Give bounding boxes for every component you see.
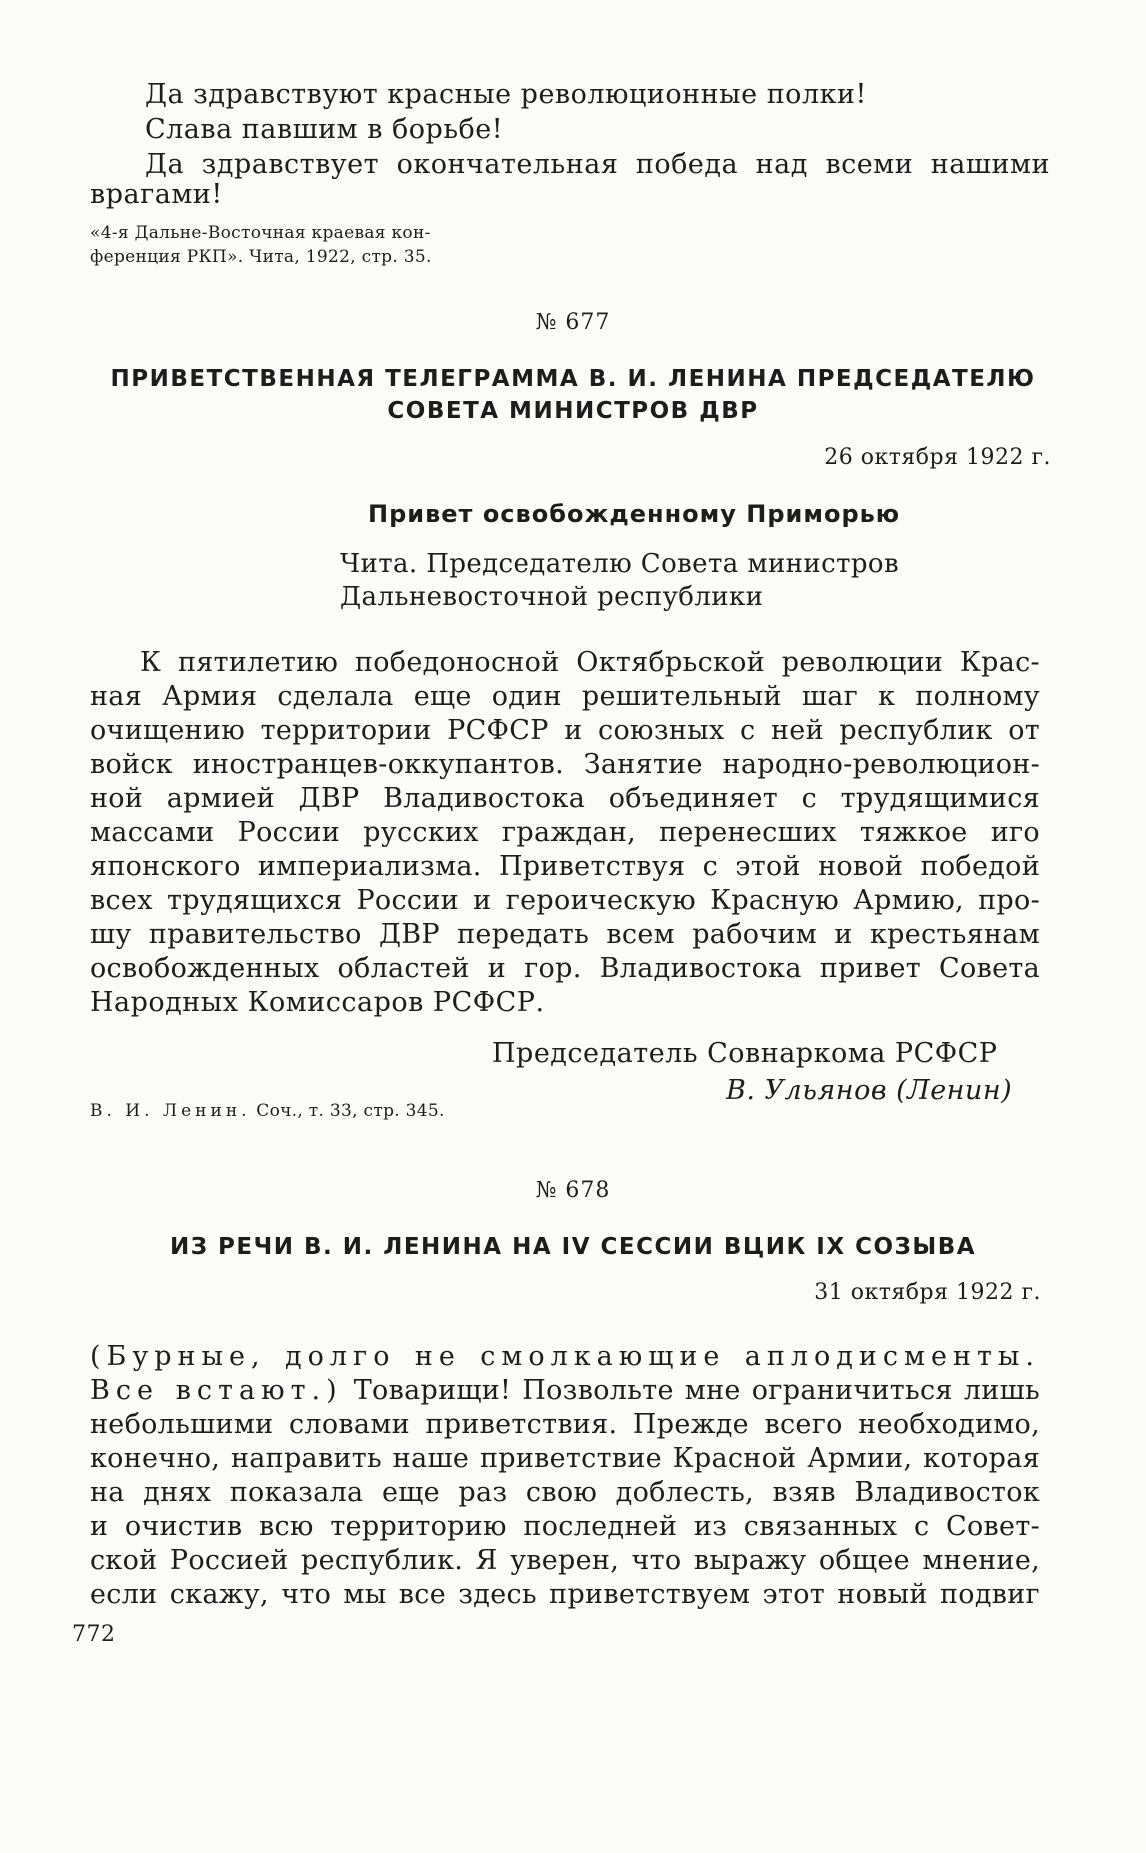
document-number-677: № 677 <box>535 310 611 335</box>
signature-name: В. Ульянов (Ленин) <box>726 1075 1013 1106</box>
page-number: 772 <box>72 1622 116 1647</box>
document-678-title: ИЗ РЕЧИ В. И. ЛЕНИНА НА IV СЕССИИ ВЦИК IX СОЗЫВА <box>169 1234 977 1260</box>
body-line: шу правительство ДВР передать всем рабочим и крестьянам <box>90 919 1040 950</box>
body-line: К пятилетию победоносной Октябрьской революции Крас- <box>140 647 1040 678</box>
stage-direction: Все встают.) <box>90 1375 343 1406</box>
citation-source: Соч., т. 33, стр. 345. <box>256 1101 445 1121</box>
signature-title: Председатель Совнаркома РСФСР <box>492 1038 998 1069</box>
body-line: освобожденных областей и гор. Владивостока привет Совета <box>90 953 1040 984</box>
document-677-address-line-1: Чита. Председателю Совета министров <box>340 549 900 579</box>
body-line: небольшими словами приветствия. Прежде всего необходимо, <box>90 1409 1040 1440</box>
body-line: если скажу, что мы все здесь приветствуем этот новый подвиг <box>90 1579 1040 1610</box>
document-677-title-line-1: ПРИВЕТСТВЕННАЯ ТЕЛЕГРАММА В. И. ЛЕНИНА ПРЕДСЕДАТЕЛЮ <box>110 366 1036 392</box>
document-678-date: 31 октября 1922 г. <box>814 1280 1041 1305</box>
body-line: японского империализма. Приветствуя с этой новой победой <box>90 851 1040 882</box>
document-677-citation <box>90 1100 445 1122</box>
body-line: ной армией ДВР Владивостока объединяет с трудящимися <box>90 783 1040 814</box>
document-677-subheading: Привет освобожденному Приморью <box>368 500 901 528</box>
opening-citation-line-1: «4-я Дальне-Восточная краевая кон- <box>90 223 431 243</box>
document-677-date: 26 октября 1922 г. <box>824 445 1051 470</box>
body-line <box>90 1374 1040 1408</box>
body-line: массами России русских граждан, перенесших тяжкое иго <box>90 817 1040 848</box>
document-677-title-line-2: СОВЕТА МИНИСТРОВ ДВР <box>387 398 759 424</box>
body-line: ная Армия сделала еще один решительный шаг к полному <box>90 681 1040 712</box>
body-line: очищению территории РСФСР и союзных с ней республик от <box>90 715 1040 746</box>
document-677-address-line-2: Дальневосточной республики <box>340 582 764 612</box>
opening-line-3: Да здравствует окончательная победа над всеми нашими <box>145 149 1050 180</box>
body-line: Народных Комиссаров РСФСР. <box>90 987 545 1018</box>
body-line: на днях показала еще раз свою доблесть, взяв Владивосток <box>90 1477 1040 1508</box>
body-line: (Бурные, долго не смолкающие аплодисменты. <box>90 1341 1040 1372</box>
body-line: войск иностранцев-оккупантов. Занятие народно-революцион- <box>90 749 1040 780</box>
opening-line-2: Слава павшим в борьбе! <box>145 114 504 145</box>
opening-line-1: Да здравствуют красные революционные полки! <box>145 79 867 110</box>
body-line: ской Россией республик. Я уверен, что выражу общее мнение, <box>90 1545 1040 1576</box>
document-number-678: № 678 <box>535 1178 611 1203</box>
opening-citation-line-2: ференция РКП». Чита, 1922, стр. 35. <box>90 247 432 267</box>
opening-line-4: врагами! <box>90 179 223 210</box>
body-line: конечно, направить наше приветствие Красной Армии, которая <box>90 1443 1040 1474</box>
speech-text: Товарищи! Позвольте мне ограничиться лишь <box>353 1375 1040 1406</box>
body-line: и очистив всю территорию последней из связанных с Совет- <box>90 1511 1040 1542</box>
body-line: всех трудящихся России и героическую Красную Армию, про- <box>90 885 1040 916</box>
citation-author: В. И. Ленин. <box>90 1101 251 1121</box>
